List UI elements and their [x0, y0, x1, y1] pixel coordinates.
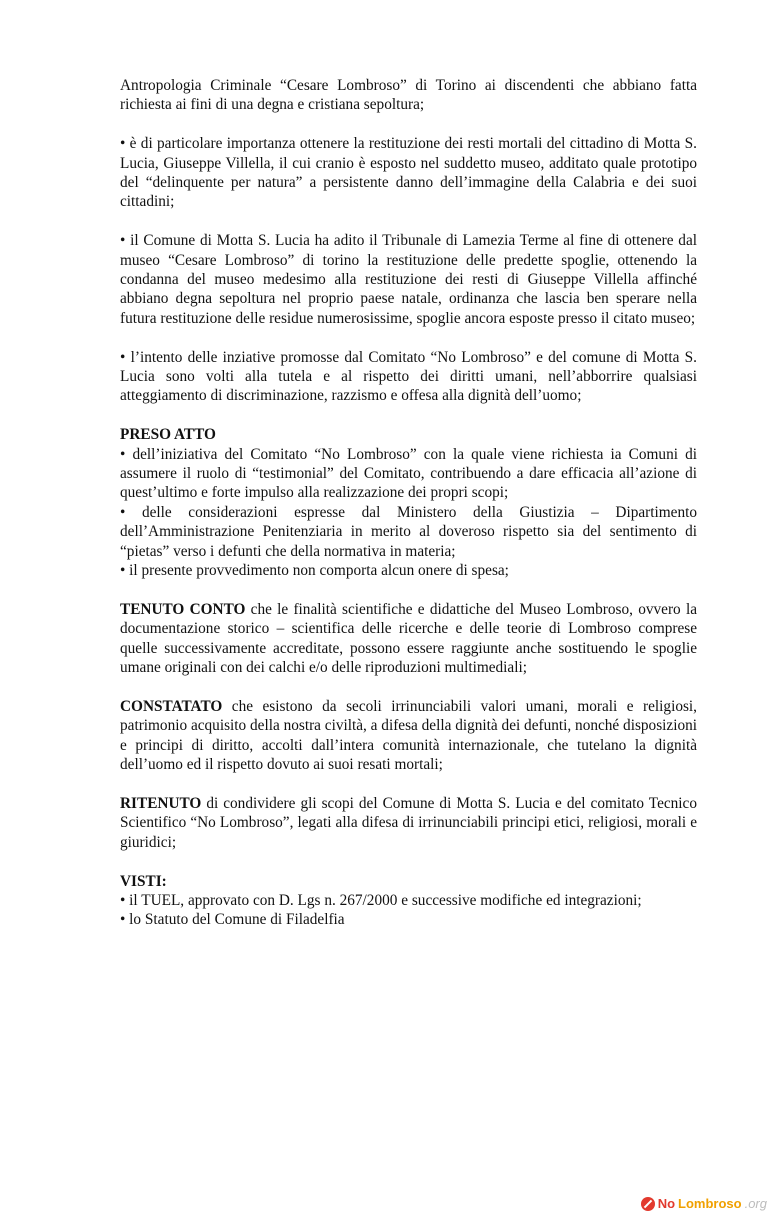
- constatato-paragraph: CONSTATATO che esistono da secoli irrinunciabili valori umani, morali e religiosi, patrimonio acquisito della nostra civiltà, a difesa della dignità dei defunti, nonché disposizioni e principi di diritto, accolti dall’intera comunità internazionale, che tutelano la dignità dell’uomo ed il rispetto dovuto ai suoi resati mortali;: [120, 697, 697, 774]
- paragraph-intento: • l’intento delle inziative promosse dal Comitato “No Lombroso” e del comune di Motta S. Lucia sono volti alla tutela e al rispetto dei diritti umani, nell’abborrire qualsiasi atteggiamento di discriminazione, razzismo e offesa alla dignità dell’uomo;: [120, 348, 697, 405]
- paragraph-gap: [120, 406, 697, 425]
- watermark-org: .org: [744, 1196, 767, 1211]
- visti-item: • il TUEL, approvato con D. Lgs n. 267/2000 e successive modifiche ed integrazioni;: [120, 891, 642, 909]
- tenuto-conto-heading: TENUTO CONTO: [120, 600, 246, 618]
- paragraph-villella: • è di particolare importanza ottenere la restituzione dei resti mortali del cittadino di Motta S. Lucia, Giuseppe Villella, il cui cranio è esposto nel suddetto museo, additato quale prototipo del “delinquente per natura” a persistente danno dell’immagine della Calabria e dei suoi cittadini;: [120, 135, 697, 211]
- preso-atto-item: • il presente provvedimento non comporta alcun onere di spesa;: [120, 562, 509, 580]
- paragraph-gap: [120, 775, 697, 794]
- tenuto-conto-paragraph: TENUTO CONTO che le finalità scientifiche e didattiche del Museo Lombroso, ovvero la documentazione storico – scientifica delle ricerche e delle teorie di Lombroso comprese quelle successivamente accreditate, possono essere raggiunte anche sostituendo le spoglie umane originali con dei calchi e/o delle riproduzioni multimediali;: [120, 600, 698, 677]
- paragraph-gap: [120, 212, 697, 231]
- paragraph-gap: [120, 852, 697, 871]
- no-sign-icon: [641, 1197, 655, 1211]
- paragraph-gap: [120, 115, 697, 134]
- paragraph-gap: [120, 328, 697, 347]
- paragraph-gap: [120, 581, 697, 600]
- constatato-heading: CONSTATATO: [120, 697, 223, 715]
- watermark-lombroso: Lombroso: [678, 1196, 742, 1211]
- paragraph-tribunale: • il Comune di Motta S. Lucia ha adito il Tribunale di Lamezia Terme al fine di ottenere dal museo “Cesare Lombroso” di torino la restituzione delle predette spoglie, ottenendo la condanna del museo medesimo alla restituzione dei resti di Giuseppe Villella affinché abbiano degna sepoltura nel proprio paese natale, ordinanza che lascia ben sperare nella futura restituzione delle residue numerosissime, spoglie ancora esposte presso il citato museo;: [120, 232, 697, 327]
- nolombroso-watermark: [641, 1196, 767, 1211]
- ritenuto-paragraph: RITENUTO di condividere gli scopi del Comune di Motta S. Lucia e del comitato Tecnico Scientifico “No Lombroso”, legati alla difesa di irrinunciabili principi etici, religiosi, morali e giuridici;: [120, 794, 697, 851]
- preso-atto-item: • delle considerazioni espresse dal Ministero della Giustizia – Dipartimento dell’Amministrazione Penitenziaria in merito al doveroso rispetto sia del sentimento di “pietas” verso i defunti che della normativa in materia;: [120, 503, 697, 560]
- paragraph-continuation: Antropologia Criminale “Cesare Lombroso” di Torino ai discendenti che abbiano fatta richiesta ai fini di una degna e cristiana sepoltura;: [120, 77, 697, 114]
- paragraph-gap: [120, 678, 697, 697]
- ritenuto-heading: RITENUTO: [120, 794, 202, 812]
- preso-atto-heading: PRESO ATTO: [120, 426, 216, 444]
- document-page: [120, 76, 697, 930]
- preso-atto-item: • dell’iniziativa del Comitato “No Lombroso” con la quale viene richiesta ia Comuni di assumere il ruolo di “testimonial” del Comitato, contribuendo a dare efficacia all’azione di quest’ultimo e forte impulso alla realizzazione dei propri scopi;: [120, 445, 697, 502]
- visti-heading: VISTI:: [120, 872, 167, 890]
- visti-item: • lo Statuto del Comune di Filadelfia: [120, 911, 345, 929]
- watermark-no: No: [657, 1196, 676, 1211]
